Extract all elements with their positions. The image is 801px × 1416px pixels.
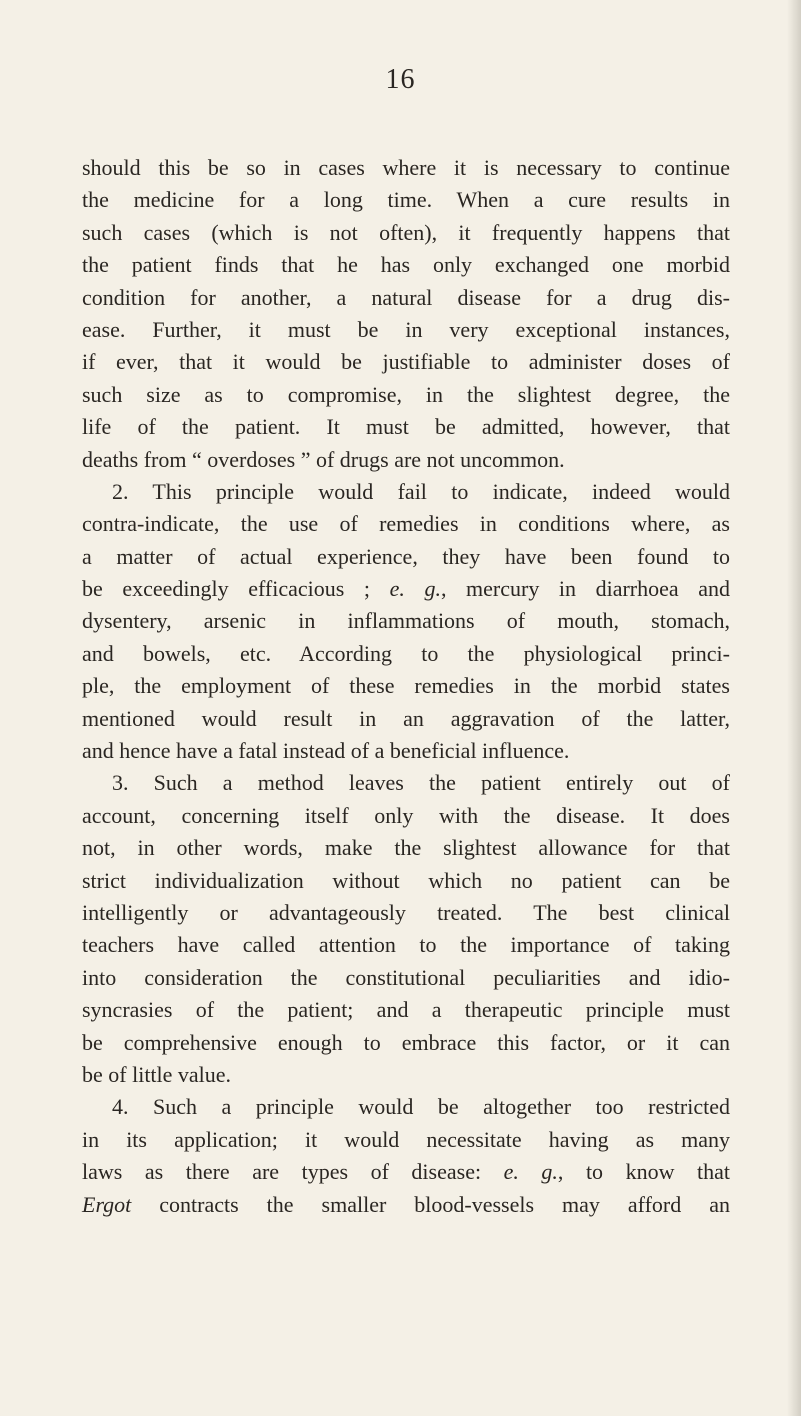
text-line: and bowels, etc. According to the physiological princi- (82, 640, 730, 666)
text-line: intelligently or advantageously treated. The best clinical (82, 899, 730, 925)
page-number: 16 (385, 64, 416, 95)
text-line: be exceedingly efficacious ; e. g., mercury in diarrhoea and (82, 576, 731, 602)
text-line: if ever, that it would be justifiable to administer doses of (82, 349, 730, 375)
text-line: deaths from “ overdoses ” of drugs are not uncommon. (82, 446, 565, 472)
text-line: ease. Further, it must be in very exceptional instances, (82, 316, 730, 342)
paragraph-2-start: 2. This principle would fail to indicate, indeed would (112, 478, 730, 504)
text-line: and hence have a fatal instead of a beneficial influence. (82, 738, 570, 764)
text-line: syncrasies of the patient; and a therapeutic principle must (82, 997, 730, 1023)
text-line: life of the patient. It must be admitted, however, that (82, 414, 730, 440)
text-line: be of little value. (82, 1061, 232, 1087)
text-line: the medicine for a long time. When a cure results in (82, 187, 730, 213)
text-line: such cases (which is not often), it frequently happens that (82, 219, 730, 245)
text-line: be comprehensive enough to embrace this factor, or it can (82, 1029, 730, 1055)
text-line: account, concerning itself only with the disease. It does (82, 802, 730, 828)
text-line: such size as to compromise, in the slightest degree, the (82, 381, 730, 407)
text-line: contra-indicate, the use of remedies in conditions where, as (82, 511, 730, 537)
text-line: should this be so in cases where it is necessary to continue (82, 155, 730, 180)
paragraph-3-start: 3. Such a method leaves the patient entirely out of (112, 770, 730, 796)
body-text (82, 152, 730, 1221)
text-line: in its application; it would necessitate having as many (82, 1126, 730, 1152)
text-line: Ergot contracts the smaller blood-vessels may afford an (82, 1191, 730, 1217)
text-line: dysentery, arsenic in inflammations of mouth, stomach, (82, 608, 730, 634)
text-line: ple, the employment of these remedies in the morbid states (82, 673, 730, 699)
text-line: teachers have called attention to the importance of taking (82, 932, 730, 958)
page-edge-shadow (787, 0, 801, 1416)
text-line: into consideration the constitutional peculiarities and idio- (82, 964, 730, 990)
paragraph-4-start: 4. Such a principle would be altogether too restricted (112, 1094, 730, 1120)
text-line: laws as there are types of disease: e. g., to know that (82, 1159, 730, 1185)
text-line: not, in other words, make the slightest allowance for that (82, 835, 730, 861)
text-line: the patient finds that he has only exchanged one morbid (82, 252, 730, 278)
text-line: condition for another, a natural disease for a drug dis- (82, 284, 730, 310)
text-line: mentioned would result in an aggravation of the latter, (82, 705, 730, 731)
text-line: a matter of actual experience, they have been found to (82, 543, 730, 569)
text-line: strict individualization without which no patient can be (82, 867, 730, 893)
